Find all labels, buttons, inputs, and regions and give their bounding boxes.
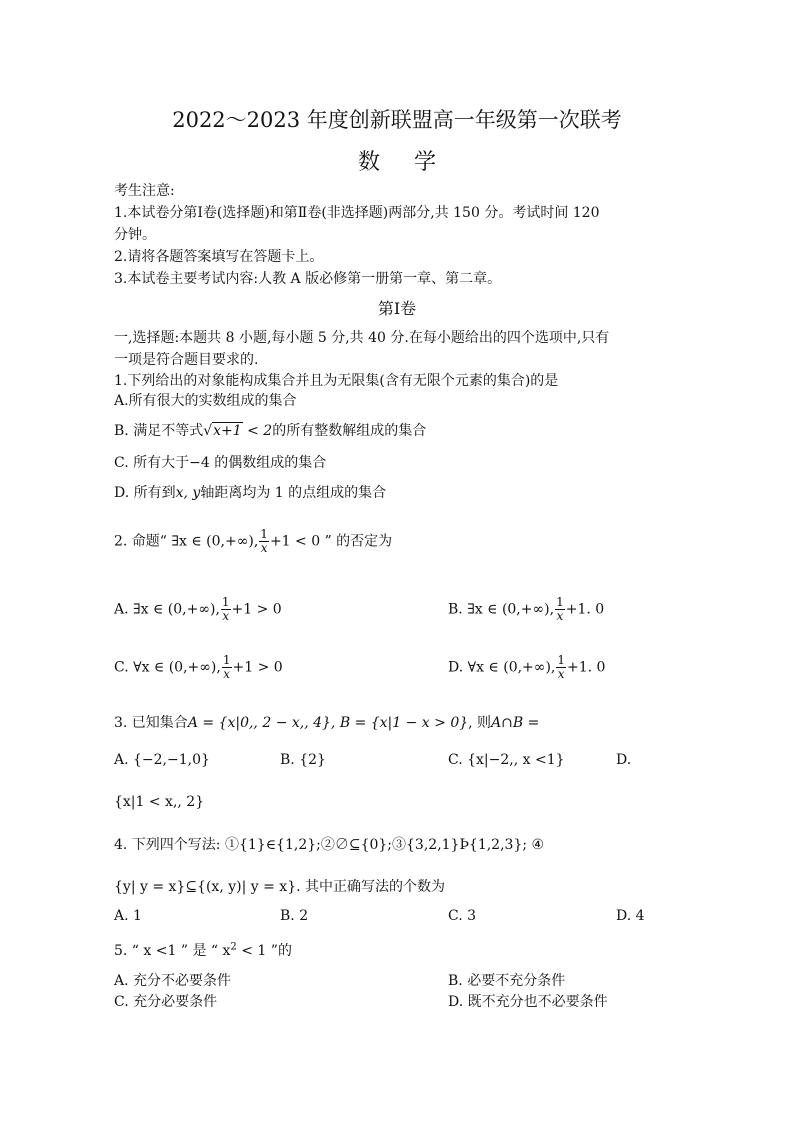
fraction-numerator: 1 (260, 527, 268, 541)
q2-stem-suffix: +1 < 0 ” 的否定为 (269, 533, 393, 550)
subject-title: 数学 (357, 150, 470, 175)
q4-option-c: C. 3 (448, 908, 477, 924)
fraction-denominator: x (556, 609, 564, 623)
fraction-numerator: 1 (222, 653, 231, 667)
q3-option-a: A. {−2,−1,0} (114, 752, 210, 768)
q2-b-suffix: +1. 0 (565, 601, 605, 618)
q3-stem-intersection: A∩B = (491, 715, 540, 731)
fraction-denominator: x (557, 667, 565, 681)
q2-c-suffix: +1 > 0 (232, 659, 283, 676)
q2-d-suffix: +1. 0 (567, 659, 606, 676)
q2-d-prefix: D. ∀x ∈ (0,+∞), (448, 659, 556, 676)
fraction-numerator: 1 (221, 595, 230, 609)
notice-heading: 考生注意: (114, 183, 175, 199)
q1-b-suffix: 的所有整数解组成的集合 (272, 423, 427, 439)
notice-item-1-cont: 分钟。 (114, 227, 156, 243)
q1-b-prefix: B. 满足不等式 (114, 423, 204, 439)
q1-b-radicand: x+1 (213, 423, 242, 439)
fraction-denominator: x (223, 667, 231, 681)
q2-option-a (114, 596, 282, 623)
q2-c-prefix: C. ∀x ∈ (0,+∞), (114, 659, 221, 676)
sqrt-symbol: √ (203, 423, 213, 439)
q4-stem-line2: {y| y = x}⊆{(x, y)| y = x}. 其中正确写法的个数为 (114, 879, 446, 895)
q3-stem-middle: , 则 (468, 715, 492, 731)
q5-stem-exponent: 2 (230, 941, 237, 953)
exam-title: 2022～2023 年度创新联盟高一年级第一次联考 (172, 108, 622, 132)
q1-option-b (114, 420, 426, 440)
q1-d-prefix: D. 所有到 (114, 485, 176, 501)
q1-option-c: C. 所有大于−4 的偶数组成的集合 (114, 455, 327, 471)
q2-option-b (448, 596, 604, 623)
fraction-denominator: x (222, 609, 230, 623)
q2-c-fraction (222, 654, 232, 681)
q1-d-suffix: 轴距离均为 1 的点组成的集合 (200, 485, 387, 501)
q4-option-d: D. 4 (616, 908, 645, 924)
q2-option-c (114, 654, 283, 681)
q5-stem (114, 940, 292, 960)
q3-stem-sets: A = {x|0,, 2 − x,, 4}, B = {x|1 − x > 0} (187, 715, 469, 731)
q2-stem (114, 528, 392, 555)
q4-stem-line1: 4. 下列四个写法: ①{1}∈{1,2};②∅⊆{0};③{3,2,1}Þ{1,2,3}; ④ (114, 837, 545, 853)
notice-item-2: 2.请将各题答案填写在答题卡上。 (114, 249, 324, 265)
q2-b-prefix: B. ∃x ∈ (0,+∞), (448, 601, 555, 618)
q3-stem (114, 712, 539, 732)
q5-stem-suffix: < 1 ”的 (236, 943, 292, 959)
q2-b-fraction (555, 596, 565, 623)
q3-option-d-value: {x|1 < x,, 2} (114, 794, 205, 810)
q2-stem-fraction (259, 528, 269, 555)
notice-item-1: 1.本试卷分第Ⅰ卷(选择题)和第Ⅱ卷(非选择题)两部分,共 150 分。考试时间 120 (114, 205, 600, 221)
section-instruction-1: 一,选择题:本题共 8 小题,每小题 5 分,共 40 分.在每小题给出的四个选项中,只有 (114, 330, 610, 346)
q2-a-suffix: +1 > 0 (231, 601, 282, 618)
fraction-numerator: 1 (557, 653, 565, 667)
q2-a-fraction (221, 596, 231, 623)
q3-option-b: B. {2} (280, 752, 326, 768)
q5-option-d: D. 既不充分也不必要条件 (448, 994, 608, 1010)
q3-stem-prefix: 3. 已知集合 (114, 715, 188, 731)
q5-option-c: C. 充分必要条件 (114, 994, 218, 1010)
fraction-numerator: 1 (556, 595, 564, 609)
q3-option-c: C. {x|−2,, x <1} (448, 752, 565, 768)
q5-option-b: B. 必要不充分条件 (448, 973, 566, 989)
q4-option-a: A. 1 (114, 908, 142, 924)
q2-a-prefix: A. ∃x ∈ (0,+∞), (114, 601, 220, 618)
q2-option-d (448, 654, 605, 681)
section-instruction-2: 一项是符合题目要求的. (114, 352, 259, 368)
q2-stem-prefix: 2. 命题“ ∃x ∈ (0,+∞), (114, 533, 259, 550)
q1-b-inequality: < 2 (242, 423, 273, 439)
q2-d-fraction (556, 654, 566, 681)
q1-option-d (114, 482, 386, 502)
q1-d-vars: x, y (175, 485, 201, 501)
fraction-denominator: x (260, 541, 268, 555)
notice-item-3: 3.本试卷主要考试内容:人教 A 版必修第一册第一章、第二章。 (114, 271, 502, 287)
q5-option-a: A. 充分不必要条件 (114, 973, 232, 989)
q4-option-b: B. 2 (280, 908, 309, 924)
q1-stem: 1.下列给出的对象能构成集合并且为无限集(含有无限个元素的集合)的是 (114, 373, 559, 389)
q5-stem-prefix: 5. “ x <1 ” 是 “ x (114, 943, 231, 959)
q3-option-d-label: D. (616, 752, 632, 768)
section-title: 第Ⅰ卷 (377, 299, 417, 318)
q1-option-a: A.所有很大的实数组成的集合 (114, 393, 297, 409)
